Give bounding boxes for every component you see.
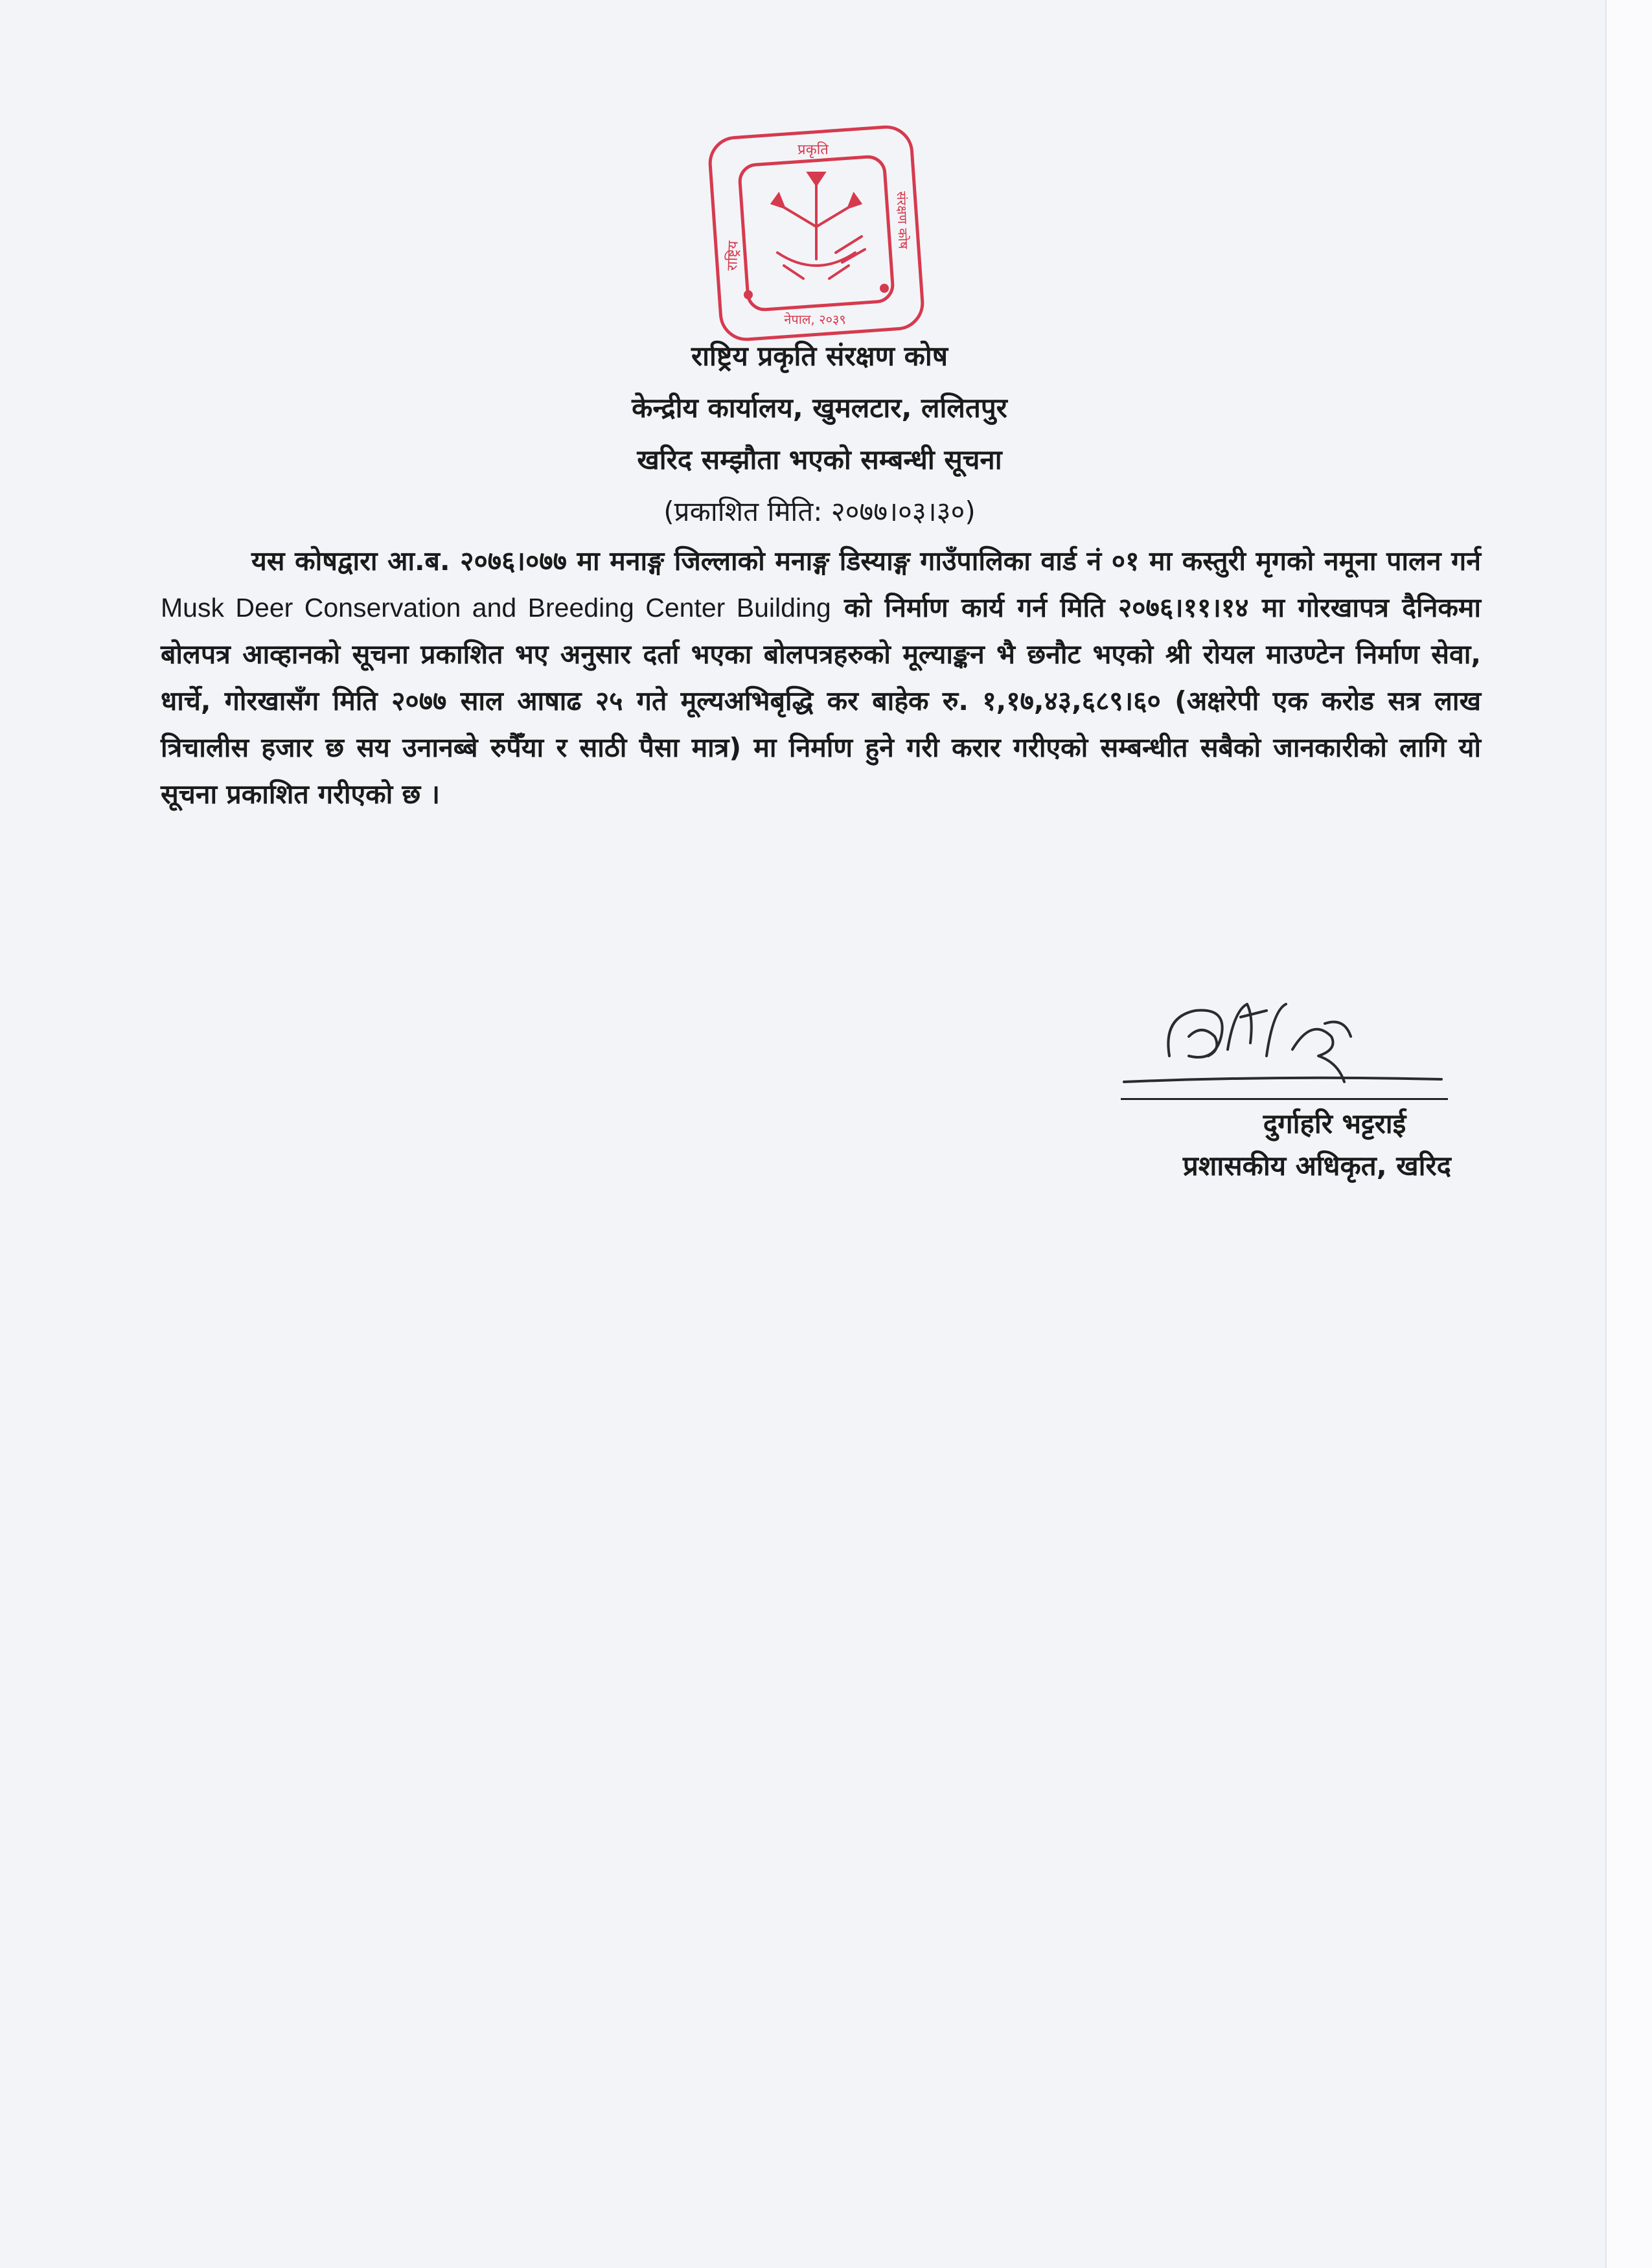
seal-bottom-text: नेपाल, २०३९	[784, 312, 846, 327]
organization-name: राष्ट्रिय प्रकृति संरक्षण कोष	[691, 340, 948, 372]
notice-body-part2: को निर्माण कार्य गर्न मिति २०७६।११।१४ मा गोरखापत्र दैनिकमा बोलपत्र आव्हानको सूचना प्रकाशित भए अनुसार दर्ता भएका बोलपत्रहरुको मूल्याङ्कन भै छनौट भएको श्री रोयल माउण्टेन निर्माण सेवा, धार्चे, गोरखासँग मिति २०७७ साल आषाढ २५ गते मूल्यअभिबृद्धि कर बाहेक रु. १,१७,४३,६८९।६० (अक्षरेपी एक करोड सत्र लाख त्रिचालीस हजार छ सय उनानब्बे रुपैँया र साठी पैसा मात्र) मा निर्माण हुने गरी करार गरीएको सम्बन्धीत सबैको जानकारीको लागि यो सूचना प्रकाशित गरीएको छ ।	[161, 592, 1481, 810]
notice-body	[161, 538, 1481, 818]
handwritten-signature	[1111, 978, 1448, 1095]
seal-top-text: प्रकृति	[797, 142, 829, 158]
organization-seal	[706, 123, 926, 343]
signatory-name: दुर्गाहरि भट्टराई	[1263, 1108, 1406, 1140]
signature-line	[1121, 1098, 1448, 1100]
office-address: केन्द्रीय कार्यालय, खुमलटार, ललितपुर	[632, 392, 1007, 424]
seal-left-text: राष्ट्रिय	[724, 240, 742, 271]
seal-right-text: संरक्षण कोष	[893, 190, 912, 249]
project-name: Musk Deer Conservation and Breeding Center Building	[161, 593, 831, 623]
published-date: (प्रकाशित मिति: २०७७।०३।३०)	[663, 496, 976, 527]
notice-body-part1: यस कोषद्वारा आ.ब. २०७६।०७७ मा मनाङ्ग जिल्लाको मनाङ्ग डिस्याङ्ग गाउँपालिका वार्ड नं ०१ मा कस्तुरी मृगको नमूना पालन गर्न	[251, 545, 1481, 577]
signatory-designation: प्रशासकीय अधिकृत, खरिद	[1182, 1150, 1451, 1182]
notice-title: खरिद सम्झौता भएको सम्बन्धी सूचना	[637, 444, 1002, 475]
page-edge	[1605, 0, 1652, 2268]
